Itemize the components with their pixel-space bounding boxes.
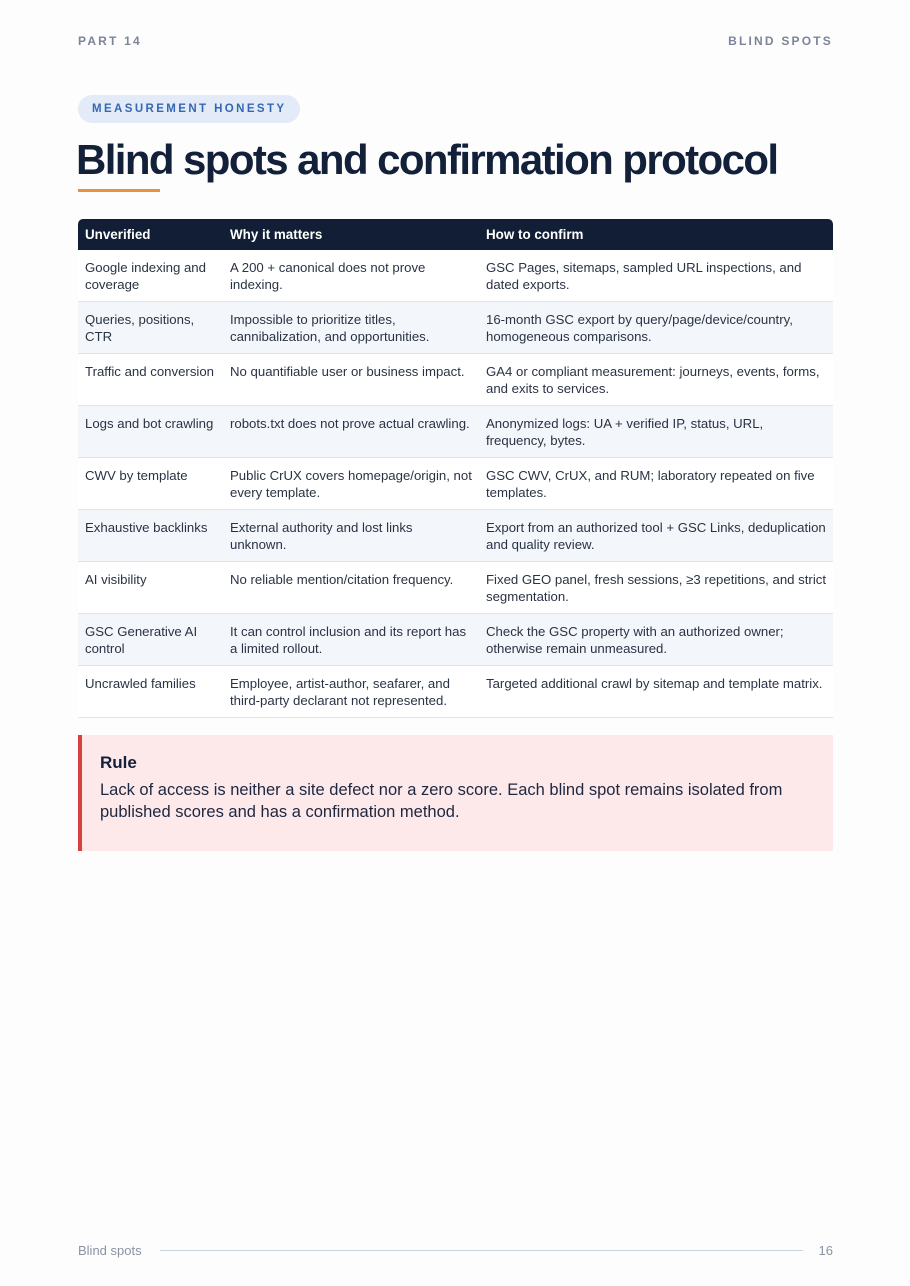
cell-unverified: GSC Generative AI control [78,614,223,666]
cell-confirm: Check the GSC property with an authorized owner; otherwise remain unmeasured. [479,614,833,666]
title-underline [78,189,160,192]
cell-why: Public CrUX covers homepage/origin, not every template. [223,458,479,510]
part-label: PART 14 [78,34,142,48]
cell-why: No reliable mention/citation frequency. [223,562,479,614]
table-row [78,250,833,302]
cell-confirm: Targeted additional crawl by sitemap and template matrix. [479,666,833,718]
cell-why: It can control inclusion and its report has a limited rollout. [223,614,479,666]
column-header-why: Why it matters [223,219,479,250]
cell-unverified: Uncrawled families [78,666,223,718]
table-row [78,614,833,666]
cell-unverified: Queries, positions, CTR [78,302,223,354]
table-row [78,458,833,510]
rule-title: Rule [100,753,137,772]
rule-text: Lack of access is neither a site defect nor a zero score. Each blind spot remains isolated from published scores and has a confirmation method. [100,781,783,821]
footer-divider [160,1250,803,1251]
cell-unverified: Google indexing and coverage [78,250,223,302]
cell-why: robots.txt does not prove actual crawling. [223,406,479,458]
section-label: BLIND SPOTS [728,34,833,48]
table-row [78,562,833,614]
rule-callout [78,735,833,851]
table-row [78,354,833,406]
table-header-row [78,219,833,250]
table-row [78,510,833,562]
cell-why: A 200 + canonical does not prove indexing. [223,250,479,302]
cell-confirm: Anonymized logs: UA + verified IP, status, URL, frequency, bytes. [479,406,833,458]
table-row [78,666,833,718]
cell-confirm: GSC CWV, CrUX, and RUM; laboratory repeated on five templates. [479,458,833,510]
cell-why: External authority and lost links unknown. [223,510,479,562]
cell-confirm: GSC Pages, sitemaps, sampled URL inspections, and dated exports. [479,250,833,302]
cell-why: No quantifiable user or business impact. [223,354,479,406]
cell-confirm: Fixed GEO panel, fresh sessions, ≥3 repetitions, and strict segmentation. [479,562,833,614]
cell-unverified: AI visibility [78,562,223,614]
cell-confirm: GA4 or compliant measurement: journeys, events, forms, and exits to services. [479,354,833,406]
page-title: Blind spots and confirmation protocol [76,136,778,183]
cell-unverified: Logs and bot crawling [78,406,223,458]
cell-confirm: Export from an authorized tool + GSC Links, deduplication and quality review. [479,510,833,562]
cell-unverified: CWV by template [78,458,223,510]
cell-unverified: Traffic and conversion [78,354,223,406]
cell-why: Impossible to prioritize titles, cannibalization, and opportunities. [223,302,479,354]
cell-unverified: Exhaustive backlinks [78,510,223,562]
column-header-confirm: How to confirm [479,219,833,250]
table-row [78,406,833,458]
cell-why: Employee, artist-author, seafarer, and third-party declarant not represented. [223,666,479,718]
category-pill: MEASUREMENT HONESTY [78,95,300,123]
page-footer [78,1243,833,1258]
page-number: 16 [818,1243,833,1258]
footer-label: Blind spots [78,1243,142,1258]
running-header [78,34,833,48]
blind-spots-table [78,219,833,718]
column-header-unverified: Unverified [78,219,223,250]
cell-confirm: 16-month GSC export by query/page/device/country, homogeneous comparisons. [479,302,833,354]
table-row [78,302,833,354]
